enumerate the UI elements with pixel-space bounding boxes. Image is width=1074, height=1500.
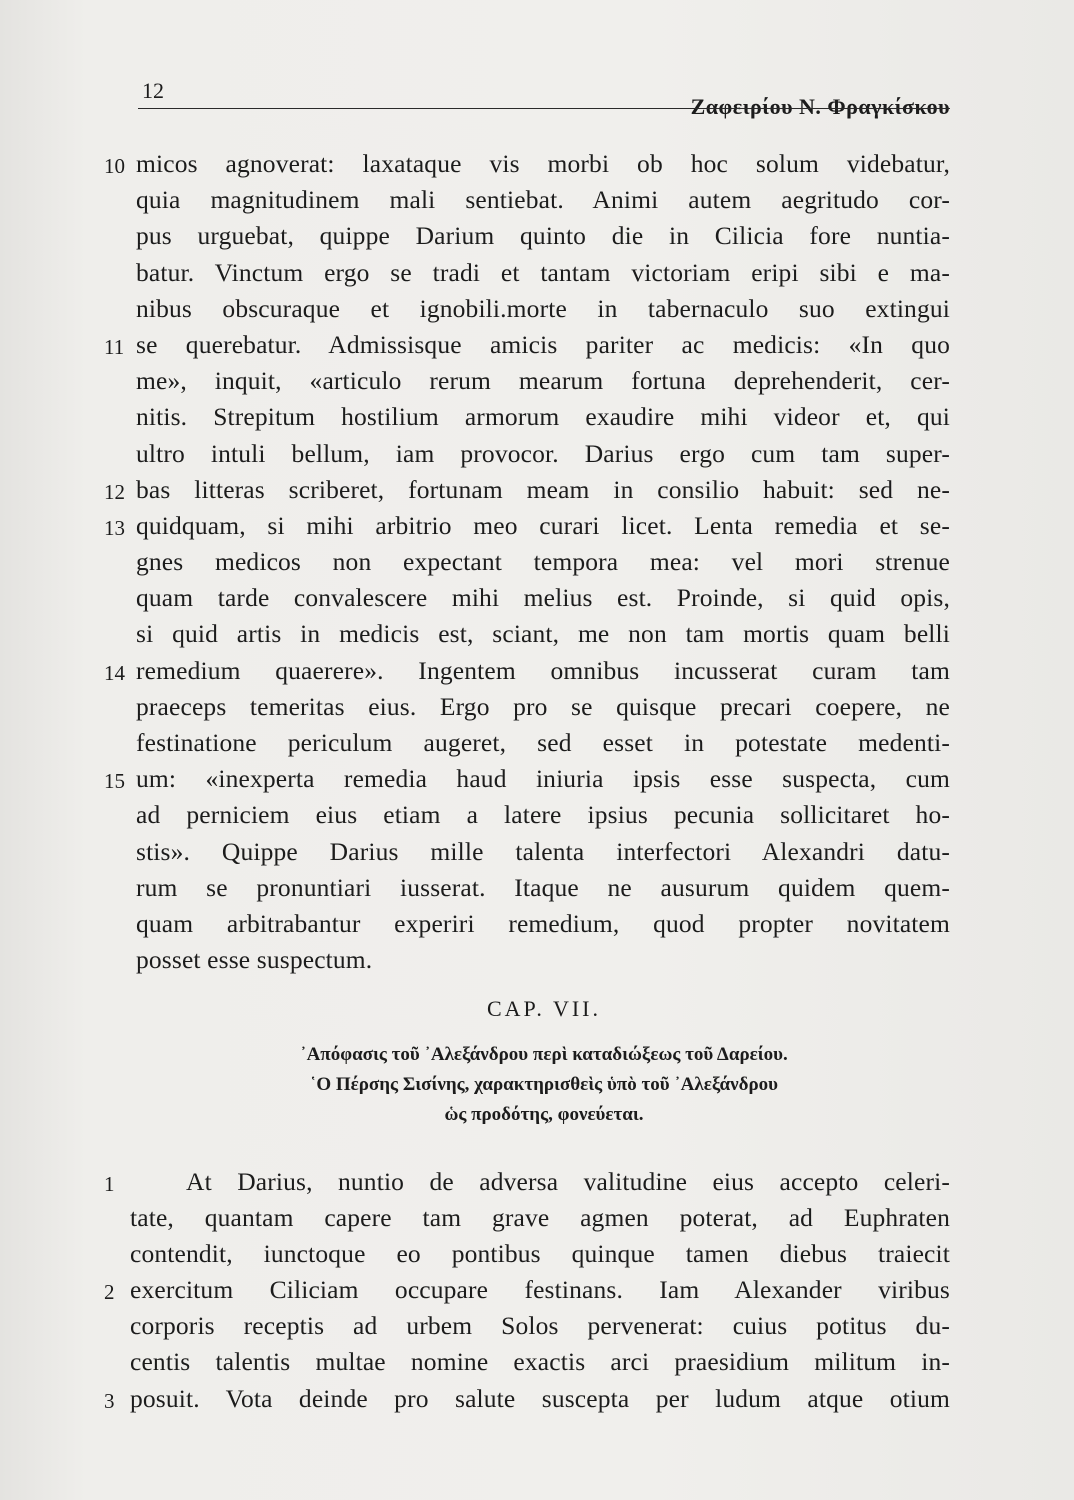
text-line bbox=[104, 1381, 950, 1417]
section-number: 2 bbox=[104, 1280, 115, 1305]
line-text: rum se pronuntiari iusserat. Itaque ne ausurum quidem quem- bbox=[136, 872, 950, 902]
line-text: me», inquit, «articulo rerum mearum fortuna deprehenderit, cer- bbox=[136, 366, 950, 396]
text-line bbox=[104, 218, 950, 254]
line-text: nitis. Strepitum hostilium armorum exaudire mihi videor et, qui bbox=[136, 402, 950, 432]
text-line bbox=[104, 291, 950, 327]
chapter-heading: CAP. VII. bbox=[486, 996, 601, 1021]
line-text: se querebatur. Admissisque amicis pariter ac medicis: «In quo bbox=[136, 329, 950, 359]
chapter-summary-line: ῾Ο Πέρσης Σισίνης, χαρακτηρισθεὶς ὑπὸ τοῦ ᾿Αλεξάνδρου bbox=[310, 1074, 778, 1095]
text-line bbox=[104, 616, 950, 652]
section-number: 14 bbox=[104, 660, 125, 685]
text-line bbox=[104, 653, 950, 689]
line-text: exercitum Ciliciam occupare festinans. Iam Alexander viribus bbox=[130, 1275, 950, 1305]
section-number: 11 bbox=[104, 334, 125, 359]
section-number: 10 bbox=[104, 154, 125, 178]
line-text: gnes medicos non expectant tempora mea: vel mori strenue bbox=[136, 547, 950, 577]
text-line bbox=[104, 255, 950, 291]
line-text: remedium quaerere». Ingentem omnibus incusserat curam tam bbox=[136, 655, 950, 685]
text-line bbox=[104, 472, 950, 508]
text-line bbox=[104, 363, 950, 399]
text-line bbox=[104, 834, 950, 870]
text-line bbox=[104, 1272, 950, 1308]
line-text: ad perniciem eius etiam a latere ipsius pecunia sollicitaret ho- bbox=[136, 800, 950, 830]
line-text: micos agnoverat: laxataque vis morbi ob hoc solum videbatur, bbox=[136, 149, 950, 178]
line-text: corporis receptis ad urbem Solos pervenerat: cuius potitus du- bbox=[130, 1311, 950, 1341]
line-text: tate, quantam capere tam grave agmen poterat, ad Euphraten bbox=[130, 1203, 950, 1233]
page-number: 12 bbox=[142, 78, 164, 103]
page-header bbox=[138, 78, 950, 118]
line-text: posuit. Vota deinde pro salute suscepta per ludum atque otium bbox=[130, 1383, 950, 1413]
text-line bbox=[104, 1164, 950, 1200]
line-text: posset esse suspectum. bbox=[136, 945, 373, 975]
text-line bbox=[104, 1344, 950, 1380]
text-line bbox=[104, 399, 950, 435]
line-text: nibus obscuraque et ignobili.morte in tabernaculo suo extingui bbox=[136, 293, 950, 323]
line-text: contendit, iunctoque eo pontibus quinque tamen diebus traiecit bbox=[130, 1239, 950, 1269]
text-line bbox=[104, 797, 950, 833]
section-number: 13 bbox=[104, 515, 125, 540]
line-text: pus urguebat, quippe Darium quinto die in Cilicia fore nuntia- bbox=[136, 221, 950, 251]
text-line bbox=[104, 436, 950, 472]
text-line bbox=[104, 182, 950, 218]
text-line bbox=[104, 580, 950, 616]
section-number: 15 bbox=[104, 769, 125, 794]
text-line bbox=[104, 942, 950, 978]
section-number: 12 bbox=[104, 479, 125, 504]
line-text: ultro intuli bellum, iam provocor. Darius ergo cum tam super- bbox=[136, 438, 950, 468]
text-line bbox=[104, 327, 950, 363]
text-line bbox=[104, 508, 950, 544]
section-number: 1 bbox=[104, 1172, 115, 1196]
line-text: quam tarde convalescere mihi melius est. Proinde, si quid opis, bbox=[136, 583, 950, 613]
chapter-summary-line: ὡς προδότης, φονεύεται. bbox=[444, 1104, 644, 1125]
line-text: At Darius, nuntio de adversa valitudine eius accepto celeri- bbox=[186, 1167, 950, 1196]
line-text: praeceps temeritas eius. Ergo pro se quisque precari coepere, ne bbox=[136, 691, 950, 721]
line-text: um: «inexperta remedia haud iniuria ipsis esse suspecta, cum bbox=[136, 764, 950, 794]
line-text: quia magnitudinem mali sentiebat. Animi autem aegritudo cor- bbox=[136, 185, 950, 215]
line-text: quam arbitrabantur experiri remedium, quod propter novitatem bbox=[136, 908, 950, 938]
running-head-author: Ζαφειρίου Ν. Φραγκίσκου bbox=[690, 94, 950, 119]
text-line bbox=[104, 544, 950, 580]
line-text: quidquam, si mihi arbitrio meo curari licet. Lenta remedia et se- bbox=[136, 510, 950, 540]
text-line bbox=[104, 725, 950, 761]
text-line bbox=[104, 689, 950, 725]
text-line bbox=[104, 1308, 950, 1344]
text-line bbox=[104, 1236, 950, 1272]
text-line bbox=[104, 146, 950, 182]
text-line bbox=[104, 761, 950, 797]
line-text: batur. Vinctum ergo se tradi et tantam victoriam eripi sibi e ma- bbox=[136, 257, 950, 287]
line-text: bas litteras scriberet, fortunam meam in consilio habuit: sed ne- bbox=[136, 474, 950, 504]
text-line bbox=[104, 870, 950, 906]
text-line bbox=[104, 906, 950, 942]
line-text: centis talentis multae nomine exactis arci praesidium militum in- bbox=[130, 1347, 950, 1377]
line-text: si quid artis in medicis est, sciant, me non tam mortis quam belli bbox=[136, 619, 950, 649]
latin-text-block-1 bbox=[104, 146, 950, 978]
header-rule bbox=[138, 108, 950, 109]
text-line bbox=[104, 1200, 950, 1236]
latin-text-block-2 bbox=[104, 1164, 950, 1417]
line-text: stis». Quippe Darius mille talenta interfectori Alexandri datu- bbox=[136, 836, 950, 866]
chapter-summary-line: ᾿Απόφασις τοῦ ᾿Αλεξάνδρου περὶ καταδιώξεως τοῦ Δαρείου. bbox=[300, 1044, 788, 1065]
section-number: 3 bbox=[104, 1388, 115, 1413]
line-text: festinatione periculum augeret, sed esset in potestate medenti- bbox=[136, 728, 950, 757]
